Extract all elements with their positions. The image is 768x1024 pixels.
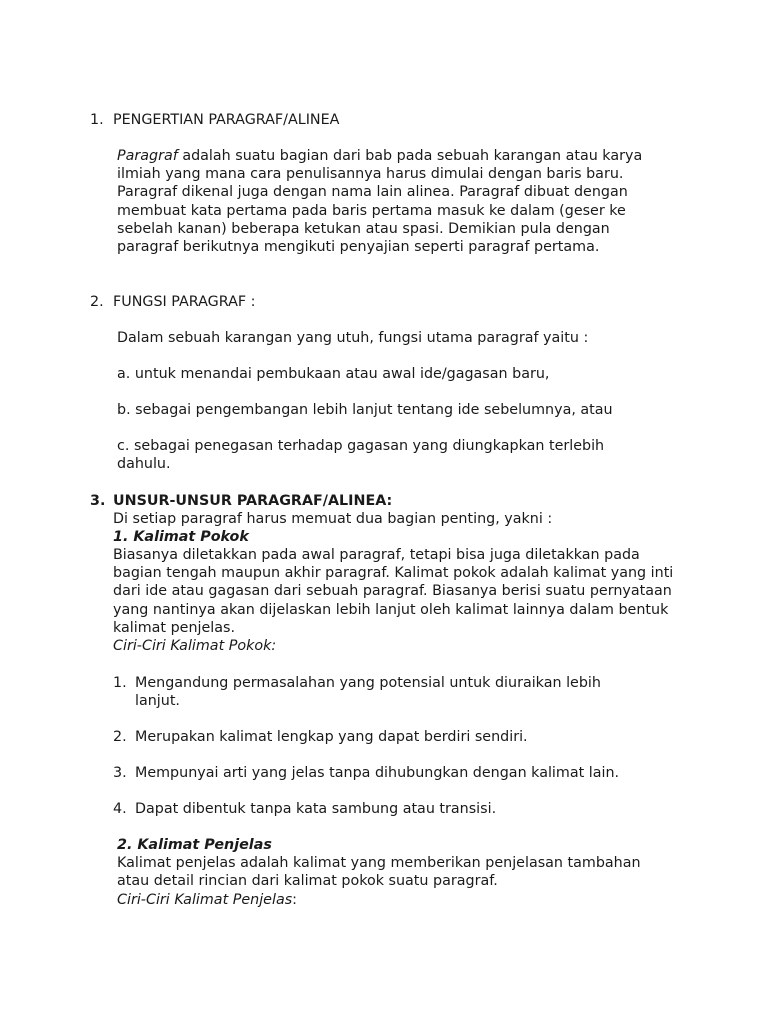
kalimat-penjelas-title: 2. Kalimat Penjelas bbox=[117, 837, 272, 853]
list-item: Mengandung permasalahan yang potensial untuk diuraikan lebih lanjut. bbox=[135, 675, 601, 710]
ciri-kalimat-pokok-label: Ciri-Ciri Kalimat Pokok: bbox=[113, 638, 277, 654]
section-2-heading: FUNGSI PARAGRAF : bbox=[113, 294, 256, 310]
section-3-intro: Di setiap paragraf harus memuat dua bagian penting, yakni : bbox=[113, 511, 553, 527]
list-item-number: 3. bbox=[113, 765, 127, 781]
kalimat-pokok-body: Biasanya diletakkan pada awal paragraf, tetapi bisa juga diletakkan pada bagian tengah maupun akhir paragraf. Kalimat pokok adalah kalimat yang inti dari ide atau gagasan dari sebuah paragraf. Biasanya berisi suatu pernyataan yang nantinya akan dijelaskan lebih lanjut oleh kalimat lainnya dalam bentuk kalimat penjelas. bbox=[113, 547, 674, 636]
section-2-item-b: b. sebagai pengembangan lebih lanjut tentang ide sebelumnya, atau bbox=[117, 402, 613, 418]
list-item: Merupakan kalimat lengkap yang dapat berdiri sendiri. bbox=[135, 729, 528, 745]
list-item-number: 2. bbox=[113, 729, 127, 745]
section-1-number: 1. bbox=[90, 112, 104, 128]
section-1-paragraph bbox=[117, 147, 649, 256]
section-1-heading: PENGERTIAN PARAGRAF/ALINEA bbox=[113, 112, 340, 128]
section-2-item-c: c. sebagai penegasan terhadap gagasan yang diungkapkan terlebih dahulu. bbox=[117, 438, 605, 473]
list-item: Dapat dibentuk tanpa kata sambung atau transisi. bbox=[135, 801, 497, 817]
section-1-body: adalah suatu bagian dari bab pada sebuah karangan atau karya ilmiah yang mana cara penulisannya harus dimulai dengan baris baru. Paragraf dikenal juga dengan nama lain alinea. Paragraf dibuat dengan membuat kata pertama pada baris pertama masuk ke dalam (geser ke sebelah kanan) beberapa ketukan atau spasi. Demikian pula dengan paragraf berikutnya mengikuti penyajian seperti paragraf pertama. bbox=[117, 148, 643, 256]
section-2-intro: Dalam sebuah karangan yang utuh, fungsi utama paragraf yaitu : bbox=[117, 330, 589, 346]
list-item: Mempunyai arti yang jelas tanpa dihubungkan dengan kalimat lain. bbox=[135, 765, 620, 781]
section-3-number: 3. bbox=[90, 493, 106, 509]
list-item-number: 1. bbox=[113, 675, 127, 691]
kalimat-pokok-title: 1. Kalimat Pokok bbox=[113, 529, 249, 545]
section-2-number: 2. bbox=[90, 294, 104, 310]
ciri-kalimat-penjelas-label bbox=[117, 891, 297, 909]
ciri-penjelas-colon: : bbox=[292, 892, 297, 908]
term-paragraf: Paragraf bbox=[117, 148, 178, 164]
section-2-item-a: a. untuk menandai pembukaan atau awal ide/gagasan baru, bbox=[117, 366, 550, 382]
ciri-penjelas-text: Ciri-Ciri Kalimat Penjelas bbox=[117, 892, 293, 908]
kalimat-penjelas-body: Kalimat penjelas adalah kalimat yang memberikan penjelasan tambahan atau detail rincian dari kalimat pokok suatu paragraf. bbox=[117, 855, 641, 890]
list-item-number: 4. bbox=[113, 801, 127, 817]
section-3-heading: UNSUR-UNSUR PARAGRAF/ALINEA: bbox=[113, 493, 393, 509]
